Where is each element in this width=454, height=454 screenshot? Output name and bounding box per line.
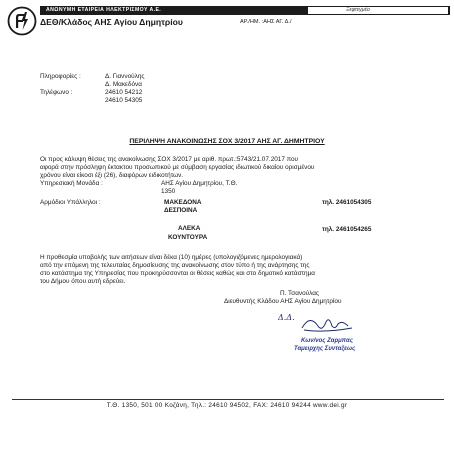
officer-2-name: ΑΛΕΚΑ: [178, 225, 201, 232]
signatory-role: Διευθυντής Κλάδου ΑΗΣ Αγίου Δημητρίου: [224, 298, 342, 305]
dei-logo: [7, 6, 37, 36]
banner-field: [308, 7, 448, 14]
organization-name: ΔΕΘ/Κλάδος ΑΗΣ Αγίου Δημητρίου: [40, 17, 183, 27]
handwritten-signature: [274, 306, 364, 336]
paragraph-2-line-1: Η προθεσμία υποβολής των αιτήσεων είναι δέκα (10) ημέρες (υπολογιζόμενες ημερολογιακά): [40, 254, 303, 261]
paragraph-1-line-3: χρόνου είναι είκοσι έξι (26), διαφόρων ειδικοτήτων.: [40, 172, 184, 179]
info-label: Πληροφορίες :: [40, 73, 81, 80]
header-banner: [40, 6, 450, 15]
paragraph-1-line-1: Οι προς κάλυψη θέσεις της ανακοίνωσης ΣΟΧ 3/2017 με αριθ. πρωτ.:5743/21.07.2017 που: [40, 156, 299, 163]
unit-value-1: ΑΗΣ Αγίου Δημητρίου, Τ.Θ.: [161, 180, 238, 187]
unit-label: Υπηρεσιακή Μονάδα :: [40, 180, 103, 187]
reference-number: ΑΡ./ΗΜ. :ΑΗΣ ΑΓ. Δ./: [240, 19, 292, 25]
phone-1: 24610 54212: [105, 89, 143, 96]
paragraph-2-line-4: του Δήμου όπου αυτή εδρεύει.: [40, 278, 126, 285]
signature-initials: Δ.Δ.: [278, 313, 295, 322]
phone-label: Τηλέφωνο :: [40, 89, 73, 96]
unit-value-2: 1350: [161, 188, 176, 195]
paragraph-2-line-3: στο κατάστημα της Υπηρεσίας που προκηρύσσονται οι θέσεις καθώς και στο δημοτικό κατάστημα: [40, 270, 315, 277]
document-title: ΠΕΡΙΛΗΨΗ ΑΝΑΚΟΙΝΩΣΗΣ ΣΟΧ 3/2017 ΑΗΣ ΑΓ. ΔΗΜΗΤΡΙΟΥ: [129, 138, 325, 145]
phone-2: 24610 54305: [105, 97, 143, 104]
officer-1-surname: ΜΑΚΕΔΟΝΑ: [164, 199, 202, 206]
banner-text: ΑΝΩΝΥΜΗ ΕΤΑΙΡΕΙΑ ΗΛΕΚΤΡΙΣΜΟΥ Α.Ε.: [46, 7, 162, 13]
stamp-line-1: Κων/νος Ζαρμπας: [301, 338, 353, 344]
officer-1-phone: τηλ. 2461054305: [322, 199, 372, 206]
footer-divider: [12, 399, 444, 400]
officers-label: Αρμόδιοι Υπάλληλοι :: [40, 199, 101, 206]
paragraph-2-line-2: από την επόμενη της τελευταίας δημοσίευσης της ανακοίνωσης στον τύπο ή της ανάρτησης της: [40, 262, 310, 269]
officer-1-name: ΔΕΣΠΟΙΝΑ: [164, 207, 198, 214]
info-name-2: Δ. Μακεδόνα: [105, 81, 142, 88]
paragraph-1-line-2: αφορά στην πρόσληψη έκτακτου προσωπικού με σύμβαση εργασίας ιδιωτικού δικαίου ορισμένου: [40, 164, 315, 171]
info-name-1: Δ. Γιαννούλης: [105, 73, 145, 80]
signatory-name: Π. Τσανούλας: [280, 290, 320, 297]
officer-2-surname: ΚΟΥΝΤΟΥΡΑ: [168, 234, 208, 241]
officer-2-phone: τηλ. 2461054265: [322, 226, 372, 233]
banner-field-text: Ξεφτεγμέο: [346, 7, 370, 13]
stamp-line-2: Ταμειρχης Συνταξεως: [294, 346, 356, 352]
footer-address: Τ.Θ. 1350, 501 00 Κοζάνη, Τηλ.: 24610 94502, FAX: 24610 94244 www.dei.gr: [106, 402, 348, 409]
